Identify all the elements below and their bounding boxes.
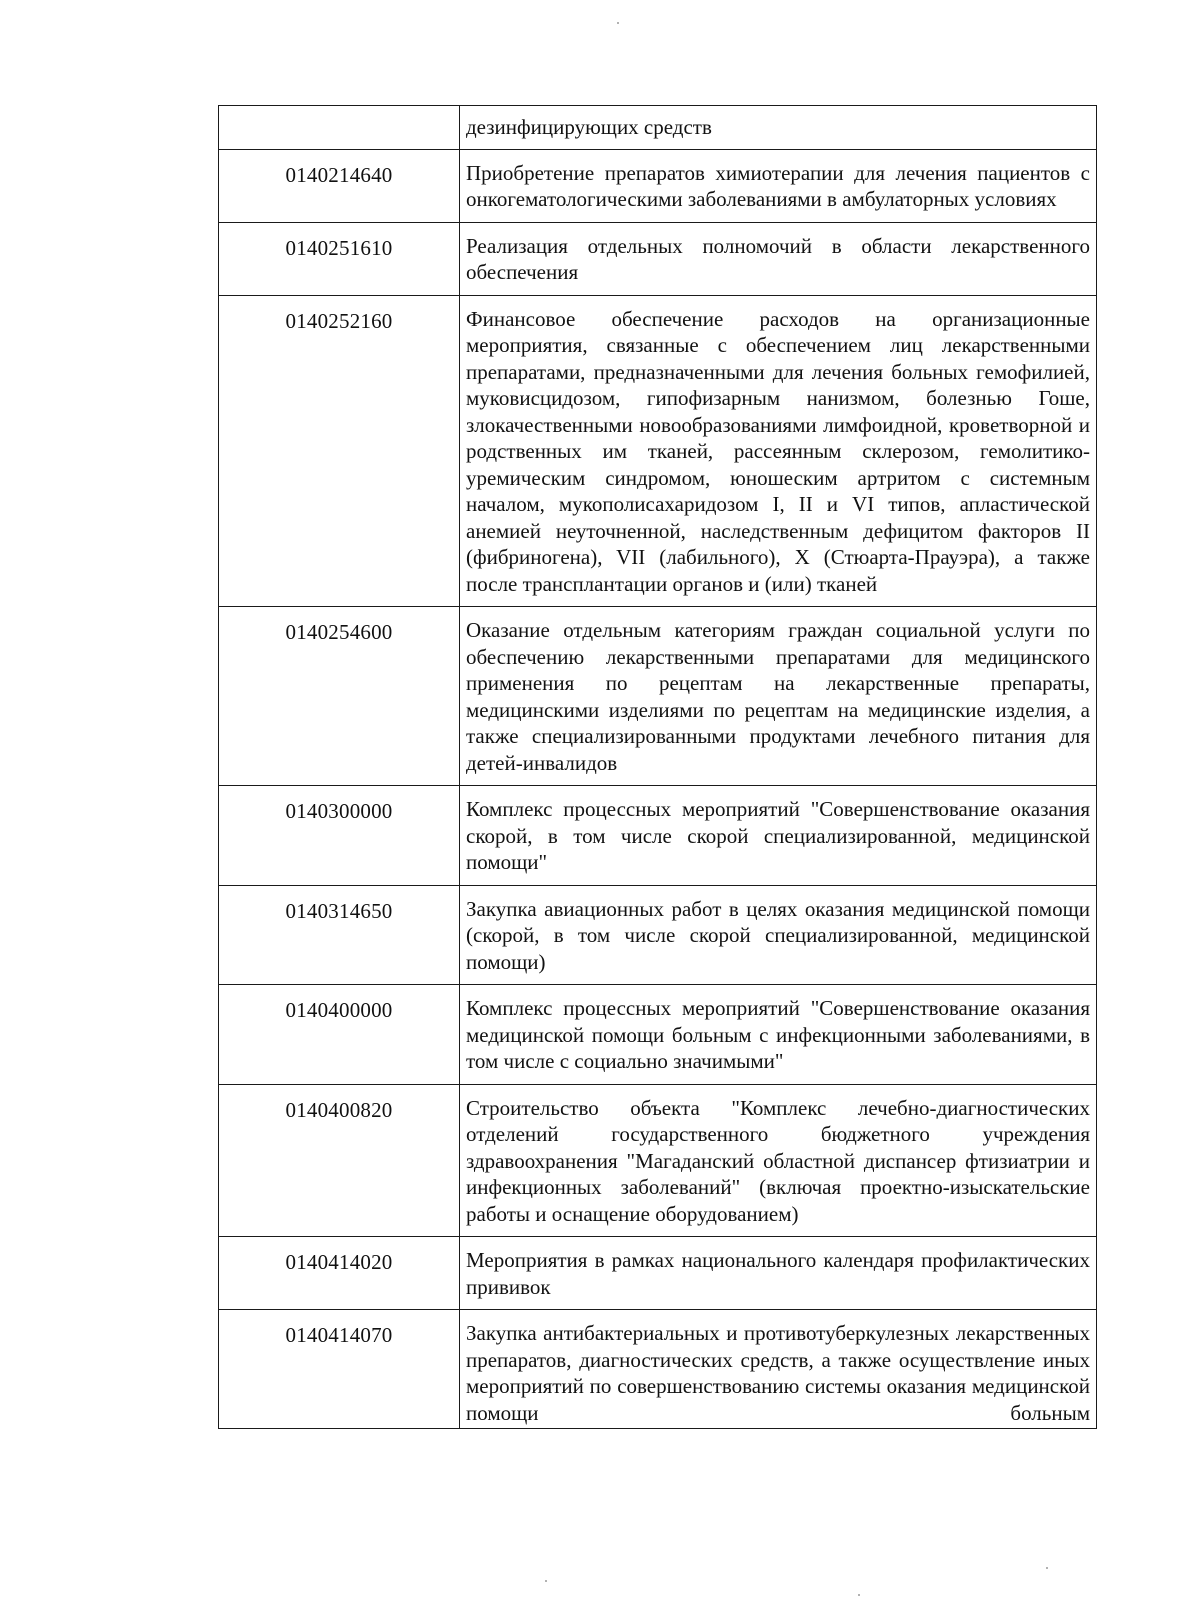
code-cell: 0140414020	[219, 1237, 460, 1310]
code-cell: 0140251610	[219, 222, 460, 295]
code-cell: 0140314650	[219, 885, 460, 985]
code-cell: 0140414070	[219, 1310, 460, 1429]
description-cell: Закупка антибактериальных и противотуберкулезных лекарственных препаратов, диагностических средств, а также осуществление иных мероприятий по совершенствованию системы оказания медицинской помощи больным	[460, 1310, 1097, 1429]
description-cell: Мероприятия в рамках национального календаря профилактических прививок	[460, 1237, 1097, 1310]
table-row	[219, 985, 1097, 1085]
table-row	[219, 295, 1097, 607]
table-row	[219, 222, 1097, 295]
description-cell: Закупка авиационных работ в целях оказания медицинской помощи (скорой, в том числе скорой специализированной, медицинской помощи)	[460, 885, 1097, 985]
table-row	[219, 106, 1097, 150]
description-cell: Приобретение препаратов химиотерапии для лечения пациентов с онкогематологическими заболеваниями в амбулаторных условиях	[460, 149, 1097, 222]
table-row	[219, 1084, 1097, 1237]
code-cell: 0140214640	[219, 149, 460, 222]
scan-speck	[1046, 1567, 1048, 1569]
code-cell	[219, 106, 460, 150]
description-cell: Строительство объекта "Комплекс лечебно-диагностических отделений государственного бюджетного учреждения здравоохранения "Магаданский областной диспансер фтизиатрии и инфекционных заболеваний" (включая проектно-изыскательские работы и оснащение оборудованием)	[460, 1084, 1097, 1237]
code-cell: 0140252160	[219, 295, 460, 607]
table-row	[219, 1310, 1097, 1429]
scan-speck	[545, 1580, 547, 1582]
description-cell: Финансовое обеспечение расходов на организационные мероприятия, связанные с обеспечением лиц лекарственными препаратами, предназначенными для лечения больных гемофилией, муковисцидозом, гипофизарным нанизмом, болезнью Гоше, злокачественными новообразованиями лимфоидной, кроветворной и родственных им тканей, рассеянным склерозом, гемолитико-уремическим синдромом, юношеским артритом с системным началом, мукополисахаридозом I, II и VI типов, апластической анемией неуточненной, наследственным дефицитом факторов II (фибриногена), VII (лабильного), X (Стюарта-Прауэра), а также после трансплантации органов и (или) тканей	[460, 295, 1097, 607]
code-cell: 0140400820	[219, 1084, 460, 1237]
code-cell: 0140400000	[219, 985, 460, 1085]
code-cell: 0140254600	[219, 607, 460, 786]
scan-speck	[617, 22, 619, 24]
table-row	[219, 149, 1097, 222]
description-cell: Реализация отдельных полномочий в области лекарственного обеспечения	[460, 222, 1097, 295]
scan-speck	[858, 1594, 860, 1596]
description-cell: Оказание отдельным категориям граждан социальной услуги по обеспечению лекарственными препаратами для медицинского применения по рецептам на лекарственные препараты, медицинскими изделиями по рецептам на медицинские изделия, а также специализированными продуктами лечебного питания для детей-инвалидов	[460, 607, 1097, 786]
table-row	[219, 1237, 1097, 1310]
description-cell: дезинфицирующих средств	[460, 106, 1097, 150]
description-cell: Комплекс процессных мероприятий "Совершенствование оказания медицинской помощи больным с инфекционными заболеваниями, в том числе с социально значимыми"	[460, 985, 1097, 1085]
description-cell: Комплекс процессных мероприятий "Совершенствование оказания скорой, в том числе скорой специализированной, медицинской помощи"	[460, 786, 1097, 886]
budget-codes-table	[218, 105, 1097, 1429]
table-row	[219, 885, 1097, 985]
table-row	[219, 786, 1097, 886]
table-row	[219, 607, 1097, 786]
code-cell: 0140300000	[219, 786, 460, 886]
